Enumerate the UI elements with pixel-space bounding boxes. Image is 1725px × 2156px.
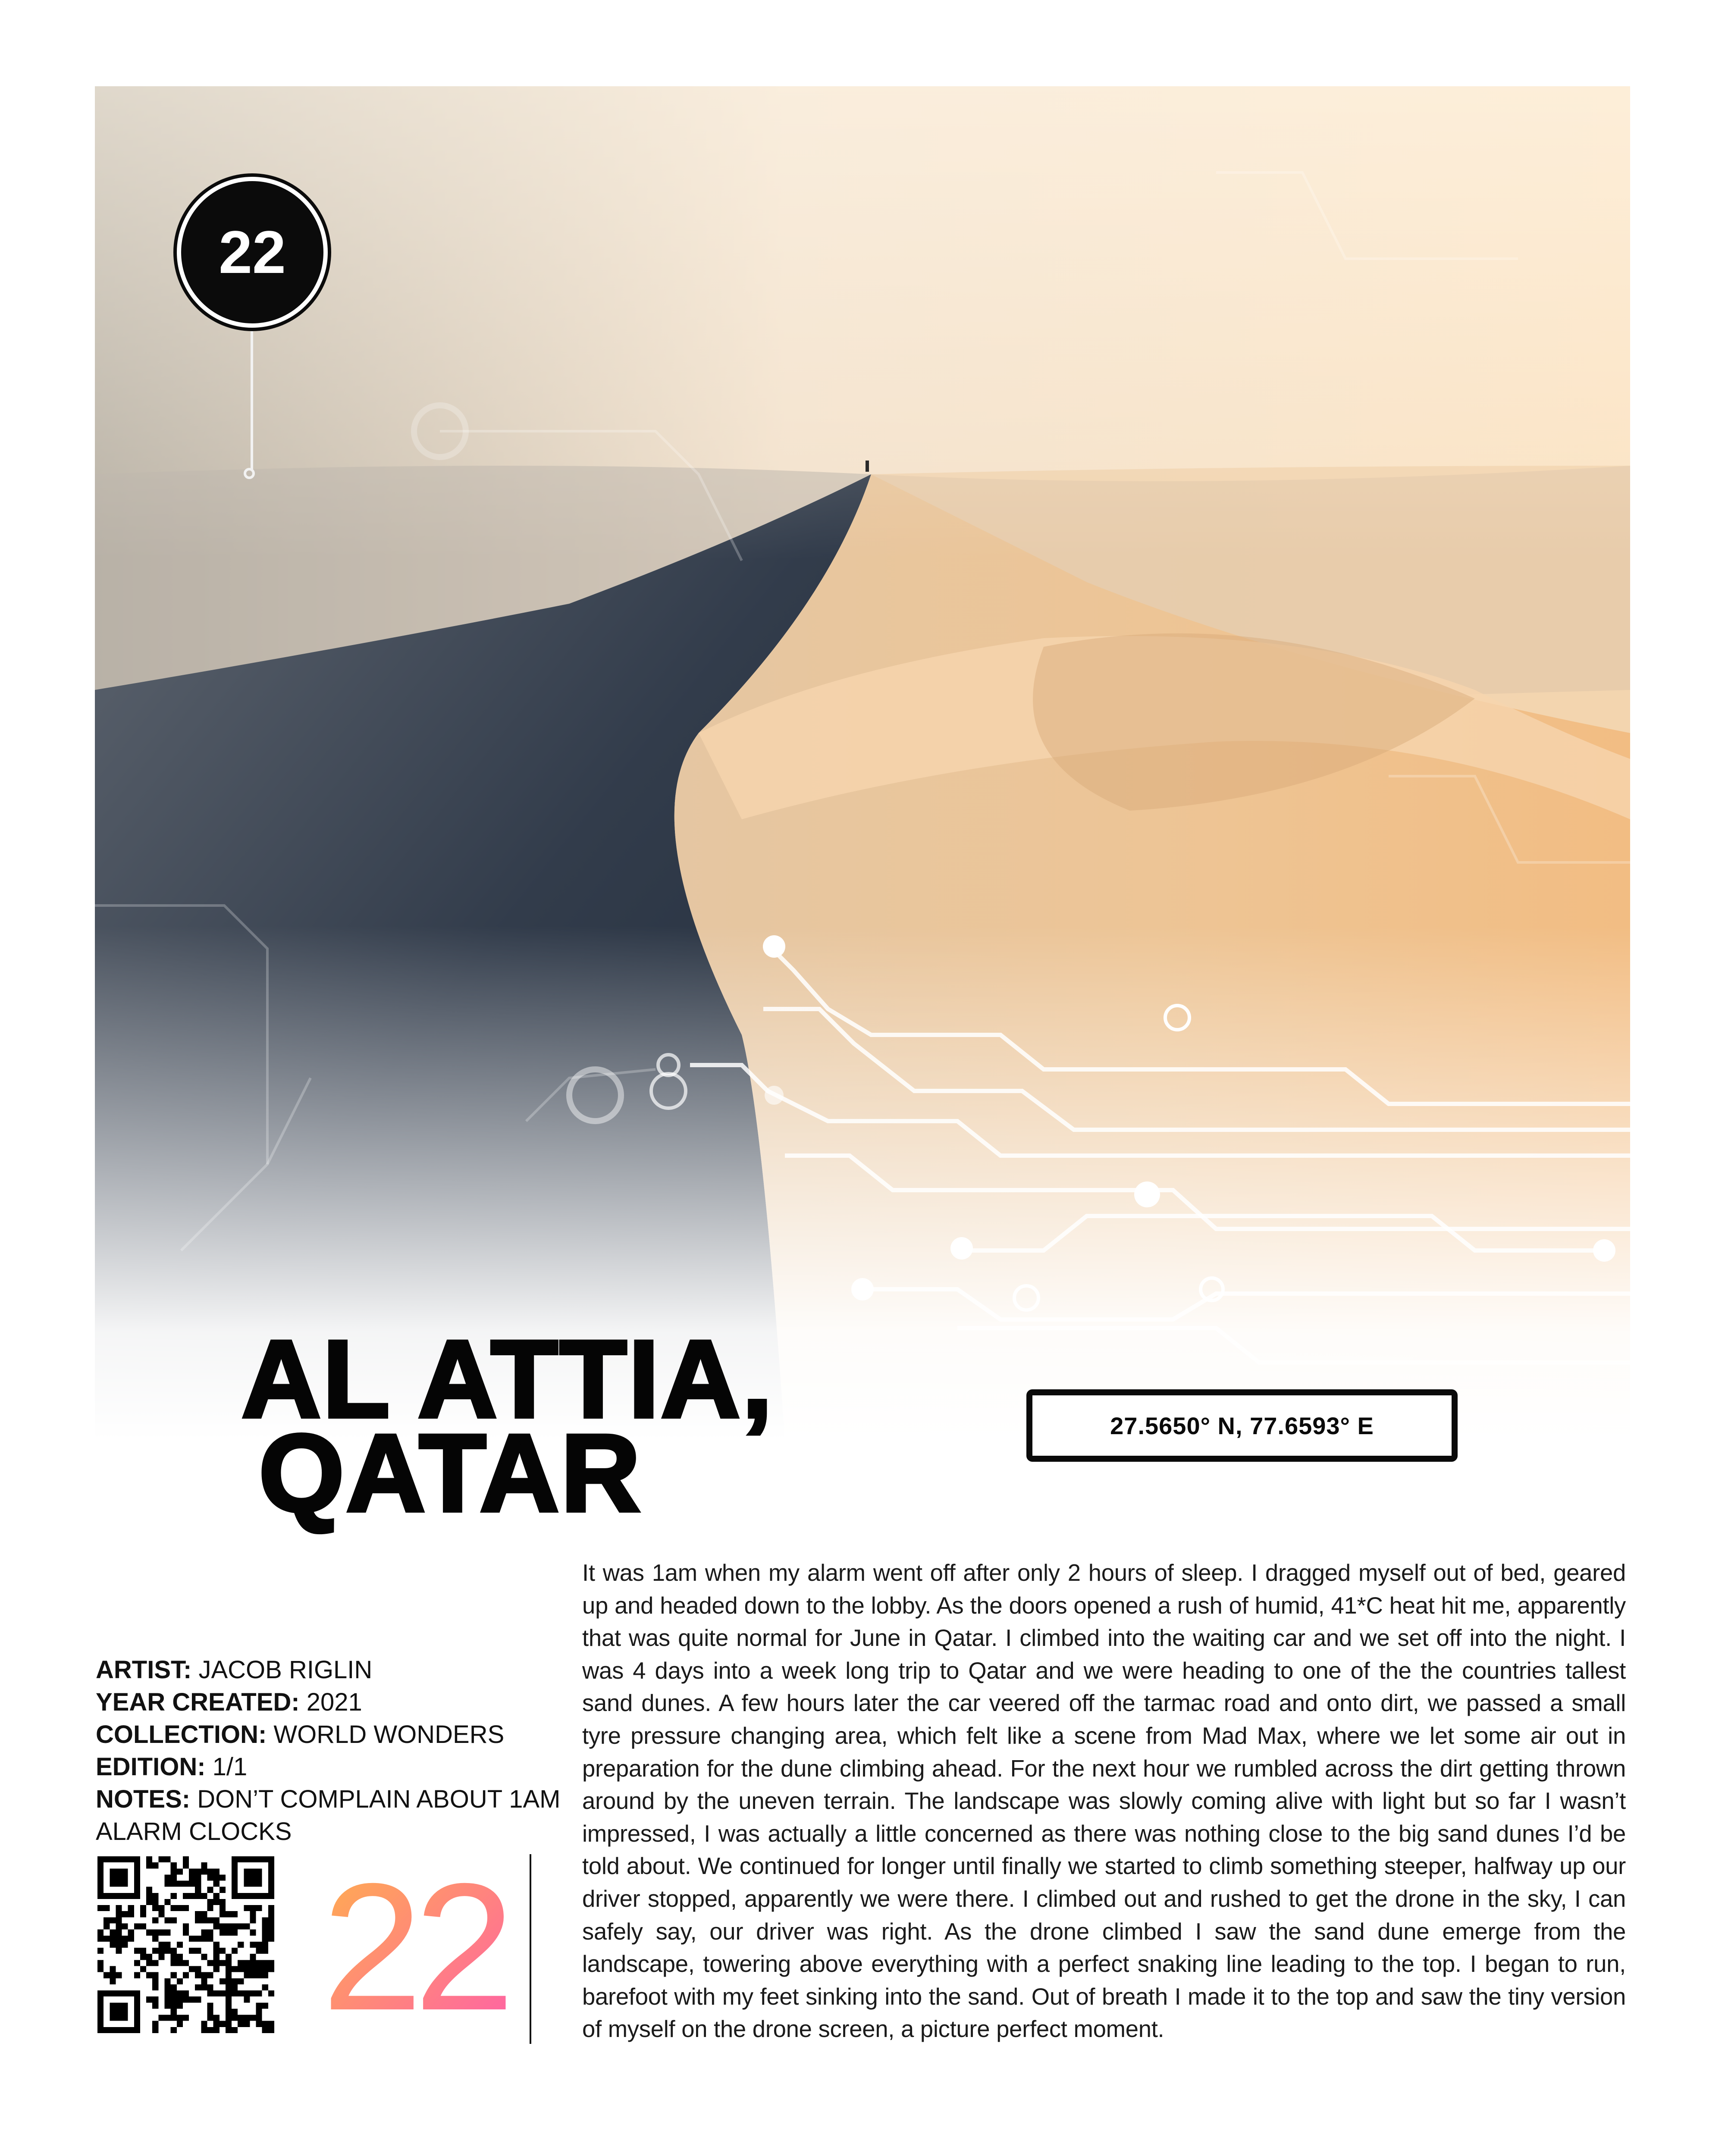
vertical-divider: [530, 1854, 531, 2044]
meta-edition-value: 1/1: [212, 1753, 248, 1781]
title-line-2: QATAR: [259, 1412, 642, 1535]
meta-edition: [96, 1751, 570, 1783]
title-line-1: AL ATTIA,: [242, 1318, 775, 1441]
meta-year: [96, 1686, 570, 1718]
meta-notes-label: NOTES:: [96, 1785, 191, 1813]
meta-collection-label: COLLECTION:: [96, 1720, 267, 1749]
meta-artist-label: ARTIST:: [96, 1656, 192, 1684]
number-badge: [177, 177, 328, 328]
meta-collection-value: WORLD WONDERS: [273, 1720, 505, 1749]
meta-year-label: YEAR CREATED:: [96, 1688, 300, 1716]
badge-connector-line: [251, 331, 253, 469]
artwork-meta: [96, 1654, 570, 1848]
coordinates-text: 27.5650° N, 77.6593° E: [1110, 1412, 1374, 1439]
meta-notes-value: DON’T COMPLAIN ABOUT 1AM ALARM CLOCKS: [96, 1785, 561, 1846]
coordinates-box: [1026, 1389, 1458, 1462]
page-title: [242, 1318, 932, 1535]
edition-number: [315, 1848, 513, 2037]
meta-artist: [96, 1654, 570, 1686]
meta-artist-value: JACOB RIGLIN: [198, 1656, 373, 1684]
story-text: It was 1am when my alarm went off after only 2 hours of sleep. I dragged myself out of bed, geared up and headed down to the lobby. As the doors opened a rush of humid, 41*C heat hit me, apparently that was quite normal for June in Qatar. I climbed into the waiting car and we set off into the night. I was 4 days into a week long trip to Qatar and we were heading to one of the the countries tallest sand dunes. A few hours later the car veered off the tarmac road and onto dirt, we passed a small tyre pressure changing area, which felt like a scene from Mad Max, where we let some air out in preparation for the dune climbing ahead. For the next hour we rumbled across the dirt getting thrown around by the uneven terrain. The landscape was slowly coming alive with light but so far I wasn’t impressed, I was actually a little concerned as there was nothing close to the big sand dunes I’d be told about. We continued for longer until finally we started to climb something steeper, halfway up our driver stopped, apparently we were there. I climbed out and rushed to get the drone in the sky, I can safely say, our driver was right. As the drone climbed I saw the sand dune emerge from the landscape, towering above everything with a perfect snaking line leading to the top. I began to run, barefoot with my feet sinking into the sand. Out of breath I made it to the top and saw the tiny version of myself on the drone screen, a picture perfect moment.: [582, 1560, 1626, 2043]
meta-edition-label: EDITION:: [96, 1753, 206, 1781]
meta-collection: [96, 1718, 570, 1751]
badge-connector-dot: [244, 468, 255, 479]
edition-number-text: 22: [322, 1848, 506, 2037]
qr-code-icon[interactable]: [97, 1856, 274, 2033]
meta-notes: [96, 1783, 570, 1848]
badge-number: 22: [219, 218, 286, 286]
hero-photo: [95, 86, 1630, 1440]
meta-year-value: 2021: [306, 1688, 362, 1716]
